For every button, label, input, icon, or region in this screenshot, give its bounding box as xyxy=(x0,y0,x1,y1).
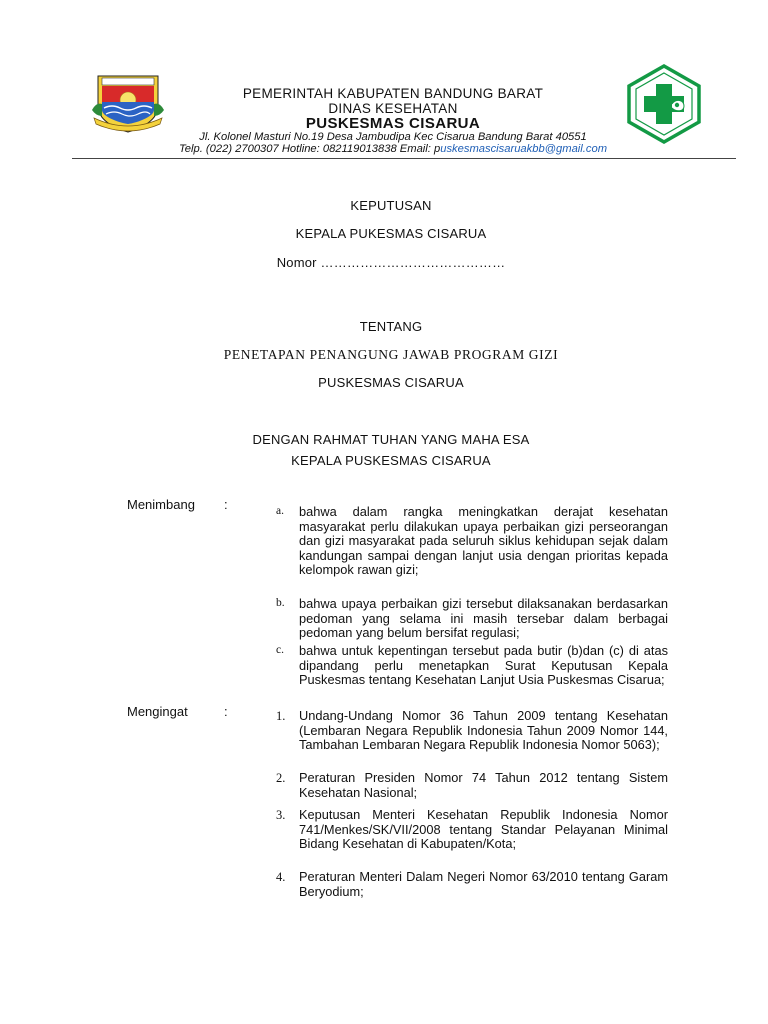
item-marker: 1. xyxy=(276,709,286,723)
letterhead-contact xyxy=(150,143,636,155)
item-text: Undang-Undang Nomor 36 Tahun 2009 tentang Kesehatan (Lembaran Negara Republik Indonesia Tahun 2009 Nomor 144, Tambahan Lembaran Negara Republik Indonesia Nomor 5063); xyxy=(299,708,668,753)
letterhead-divider xyxy=(72,158,736,159)
item-text: bahwa dalam rangka meningkatkan derajat kesehatan masyarakat perlu dilakukan upaya perbaikan gizi perseorangan dan gizi masyarakat pada seluruh siklus kehidupan sejak dalam kandungan sampai dengan lanjut usia dengan prioritas kepada kelompok rawan gizi; xyxy=(299,504,668,578)
menimbang-item xyxy=(276,597,668,641)
decree-issuer: KEPALA PUKESMAS CISARUA xyxy=(295,226,487,241)
item-text: Peraturan Menteri Dalam Negeri Nomor 63/2010 tentang Garam Beryodium; xyxy=(299,869,668,899)
item-text: Keputusan Menteri Kesehatan Republik Indonesia Nomor 741/Menkes/SK/VII/2008 tentang Standar Pelayanan Minimal Bidang Kesehatan di Kabupaten/Kota; xyxy=(299,807,668,852)
item-text: bahwa upaya perbaikan gizi tersebut dilaksanakan berdasarkan pedoman yang selama ini masih tersebar dalam berbagai pedoman yang belum bersifat regulasi; xyxy=(299,596,668,641)
menimbang-item xyxy=(276,505,668,578)
decree-about-heading: TENTANG xyxy=(359,319,423,334)
menimbang-colon: : xyxy=(224,497,228,512)
contact-text: Telp. (022) 2700307 Hotline: 082119013838 Email: p xyxy=(178,143,441,155)
mengingat-colon: : xyxy=(224,704,228,719)
mengingat-label: Mengingat xyxy=(127,704,188,719)
menimbang-label: Menimbang xyxy=(127,497,195,512)
item-text: Peraturan Presiden Nomor 74 Tahun 2012 tentang Sistem Kesehatan Nasional; xyxy=(299,770,668,800)
letterhead-agency: DINAS KESEHATAN xyxy=(328,101,458,116)
item-marker: b. xyxy=(276,597,285,609)
mengingat-item xyxy=(276,709,668,753)
letterhead-government: PEMERINTAH KABUPATEN BANDUNG BARAT xyxy=(242,86,544,101)
decree-head: KEPALA PUSKESMAS CISARUA xyxy=(291,453,491,468)
menimbang-item xyxy=(276,644,668,688)
mengingat-item xyxy=(276,771,668,800)
decree-subject-place: PUSKESMAS CISARUA xyxy=(318,375,464,390)
item-marker: 2. xyxy=(276,771,286,785)
decree-subject: PENETAPAN PENANGUNG JAWAB PROGRAM GIZI xyxy=(223,347,559,362)
item-marker: 3. xyxy=(276,808,286,822)
item-text: bahwa untuk kepentingan tersebut pada butir (b)dan (c) di atas dipandang perlu menetapkan Surat Keputusan Kepala Puskesmas tentang Kesehatan Lanjut Usia Puskesmas Cisarua; xyxy=(299,643,668,688)
email-link[interactable]: uskesmascisaruakbb@gmail.com xyxy=(440,143,608,155)
puskesmas-cross-icon xyxy=(626,64,702,144)
item-marker: c. xyxy=(276,644,284,656)
item-marker: 4. xyxy=(276,870,286,884)
decree-invocation: DENGAN RAHMAT TUHAN YANG MAHA ESA xyxy=(252,432,530,447)
letterhead-address: Jl. Kolonel Masturi No.19 Desa Jambudipa Kec Cisarua Bandung Barat 40551 xyxy=(199,131,587,143)
decree-title: KEPUTUSAN xyxy=(350,198,432,213)
letterhead-institution: PUSKESMAS CISARUA xyxy=(305,115,481,132)
item-marker: a. xyxy=(276,505,284,517)
mengingat-item xyxy=(276,870,668,899)
mengingat-item xyxy=(276,808,668,852)
decree-number: Nomor …………………………………… xyxy=(276,255,506,270)
